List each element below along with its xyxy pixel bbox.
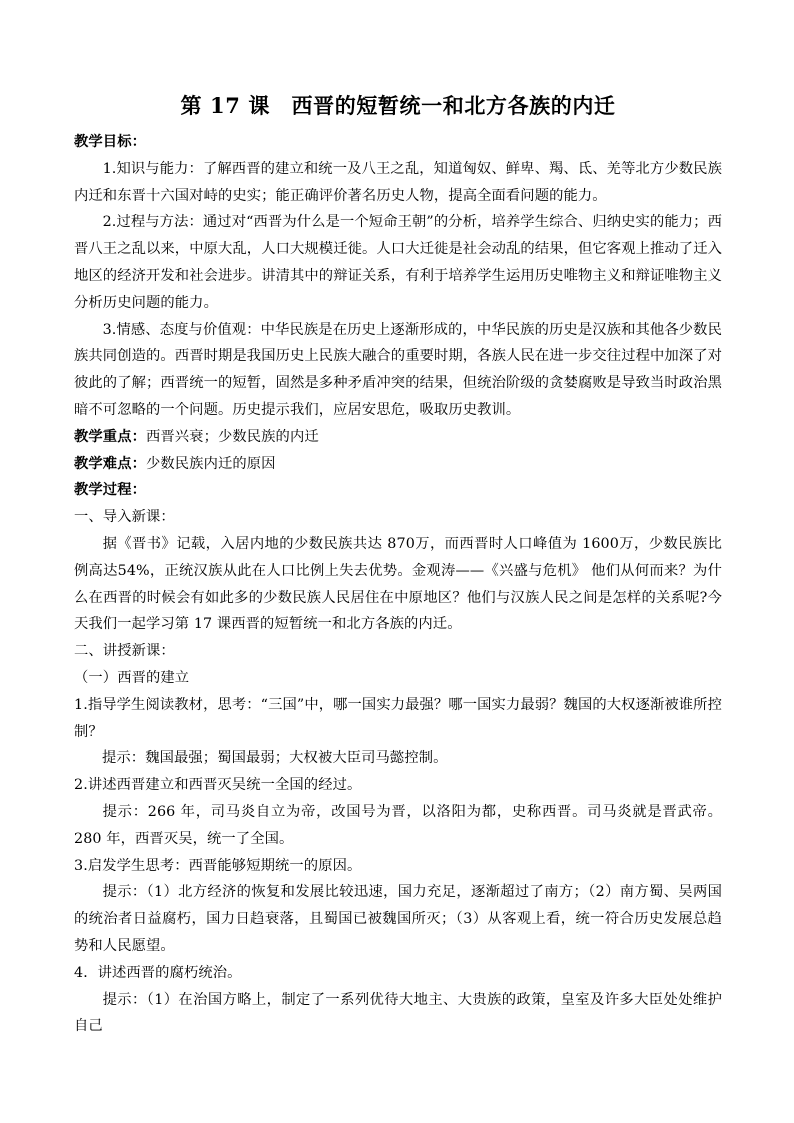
hint-2: 提示：266 年，司马炎自立为帝，改国号为晋，以洛阳为都，史称西晋。司马炎就是晋武帝。280 年，西晋灭吴，统一了全国。 xyxy=(74,803,722,847)
hint-3: 提示：（1）北方经济的恢复和发展比较迅速，国力充足，逐渐超过了南方；（2）南方蜀、吴两国的统治者日益腐朽，国力日趋衰落，且蜀国已被魏国所灭；（3）从客观上看，统一符合历史发展总趋势和人民愿望。 xyxy=(74,884,722,954)
section-new-lesson-heading: 二、讲授新课： xyxy=(74,643,175,660)
question-1: 1.指导学生阅读教材，思考：“三国”中，哪一国实力最强？哪一国实力最弱？魏国的大权逐渐被谁所控制？ xyxy=(74,696,722,740)
process-heading: 教学过程： xyxy=(74,482,146,499)
key-points-label: 教学重点： xyxy=(74,428,146,445)
goals-heading: 教学目标： xyxy=(74,134,146,150)
question-4: 4．讲述西晋的腐朽统治。 xyxy=(74,964,242,981)
difficult-points xyxy=(74,451,722,478)
key-points-text: 西晋兴衰；少数民族的内迁 xyxy=(145,428,319,445)
subsection-heading: （一）西晋的建立 xyxy=(74,669,190,686)
key-points xyxy=(74,424,722,451)
goal-process: 2.过程与方法：通过对“西晋为什么是一个短命王朝”的分析，培养学生综合、归纳史实的能力；西晋八王之乱以来，中原大乱，人口大规模迁徙。人口大迁徙是社会动乱的结果，但它客观上推动了迁入地区的经济开发和社会进步。讲清其中的辩证关系，有利于培养学生运用历史唯物主义和辩证唯物主义分析历史问题的能力。 xyxy=(74,214,722,311)
difficult-points-text: 少数民族内迁的原因 xyxy=(145,455,276,472)
section-intro-heading: 一、导入新课： xyxy=(74,509,175,526)
hint-1: 提示：魏国最强；蜀国最弱；大权被大臣司马懿控制。 xyxy=(102,750,448,767)
question-3: 3.启发学生思考：西晋能够短期统一的原因。 xyxy=(74,857,362,874)
lesson-title: 第 17 课 西晋的短暂统一和北方各族的内迁 xyxy=(180,93,616,118)
difficult-points-label: 教学难点： xyxy=(74,455,146,472)
intro-paragraph: 据《晋书》记载，入居内地的少数民族共达 870万，而西晋时人口峰值为 1600万，少数民族比例高达54%，正统汉族从此在人口比例上失去优势。金观涛——《兴盛与危机》 他们从何而来？为什么在西晋的时候会有如此多的少数民族人民居住在中原地区？他们与汉族人民之间是怎样的关系呢?今天我们一起学习第 17 课西晋的短暂统一和北方各族的内迁。 xyxy=(74,535,722,633)
hint-4: 提示：（1）在治国方略上，制定了一系列优待大地主、大贵族的政策，皇室及许多大臣处处维护自己 xyxy=(74,991,722,1035)
goal-knowledge: 1.知识与能力：了解西晋的建立和统一及八王之乱，知道匈奴、鲜卑、羯、氐、羌等北方少数民族内迁和东晋十六国对峙的史实；能正确评价著名历史人物，提高全面看问题的能力。 xyxy=(74,160,722,204)
goal-values: 3.情感、态度与价值观：中华民族是在历史上逐渐形成的，中华民族的历史是汉族和其他各少数民族共同创造的。西晋时期是我国历史上民族大融合的重要时期，各族人民在进一步交往过程中加深了对彼此的了解；西晋统一的短暂，固然是多种矛盾冲突的结果，但统治阶级的贪婪腐败是导致当时政治黑暗不可忽略的一个问题。历史提示我们，应居安思危，吸取历史教训。 xyxy=(74,321,722,418)
question-2: 2.讲述西晋建立和西晋灭吴统一全国的经过。 xyxy=(74,777,362,794)
